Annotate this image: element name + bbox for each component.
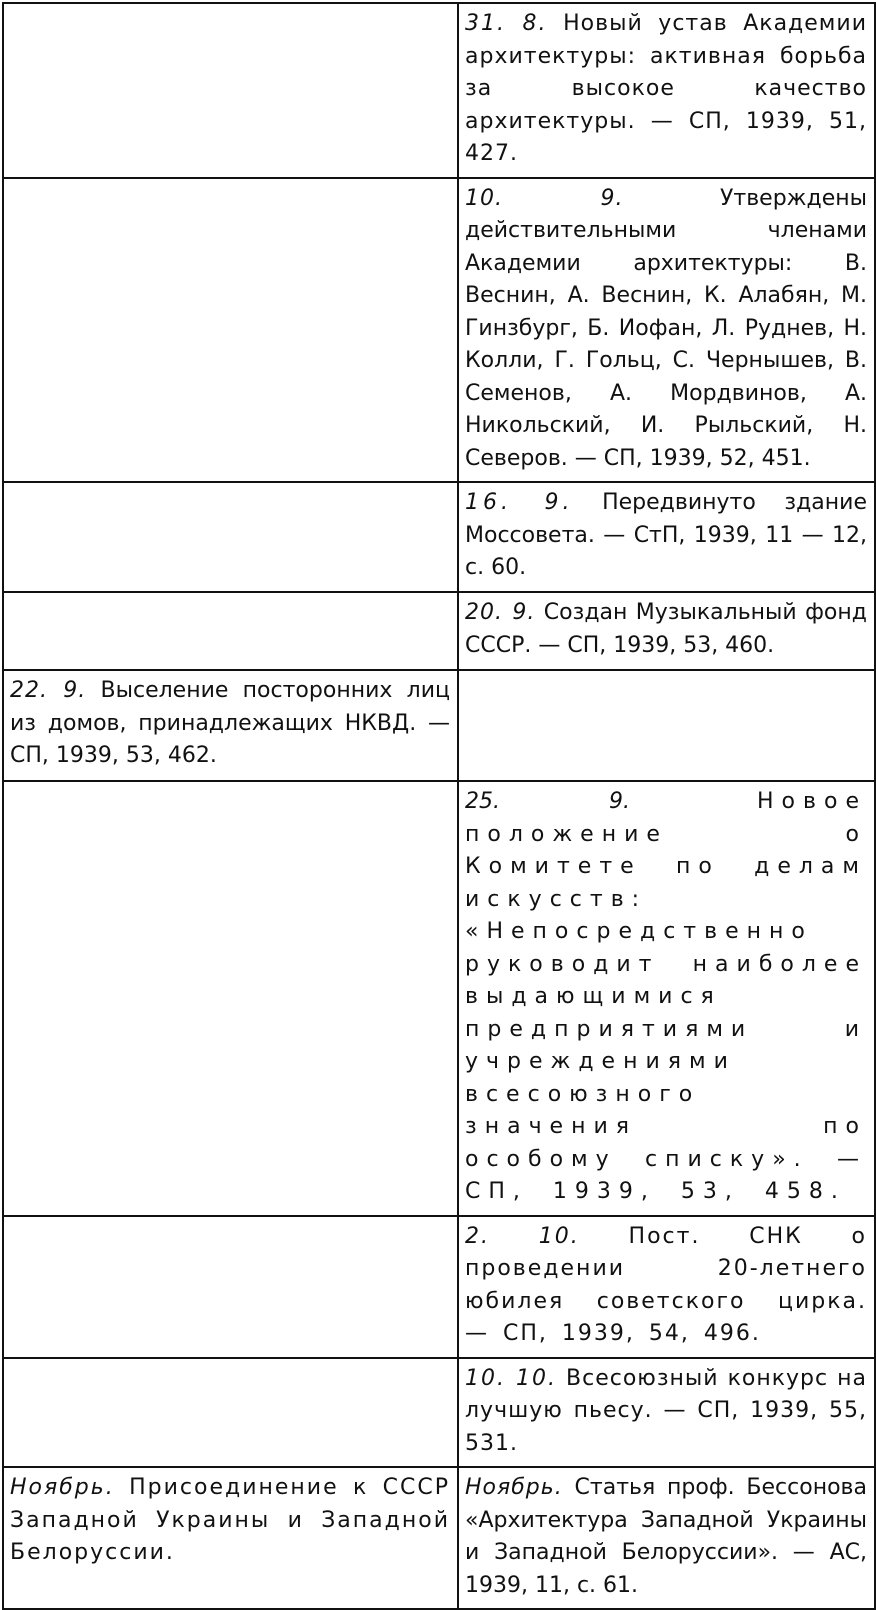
left-cell-empty: [3, 3, 458, 178]
right-cell-empty: [458, 670, 875, 781]
entry-text: Передвинуто здание Моссовета. — СтП, 1939, 11 — 12, с. 60.: [465, 490, 867, 580]
entry-date: 16. 9.: [465, 490, 574, 515]
entry-text: Пост. СНК о проведении 20-летнего юбилея советского цирка. — СП, 1939, 54, 496.: [465, 1223, 867, 1346]
table-row: [3, 1467, 875, 1609]
left-cell-empty: [3, 781, 458, 1216]
right-cell: [458, 482, 875, 592]
table-row: [3, 1358, 875, 1468]
entry-date: 2. 10.: [465, 1223, 580, 1249]
table-row: [3, 781, 875, 1216]
left-cell-empty: [3, 178, 458, 483]
right-cell: [458, 781, 875, 1216]
chronology-table: [2, 2, 876, 1610]
right-cell: [458, 1467, 875, 1609]
entry-text: Создан Музыкальный фонд СССР. — СП, 1939, 53, 460.: [465, 600, 867, 658]
left-cell-empty: [3, 1358, 458, 1468]
entry-text: Всесоюзный конкурс на лучшую пьесу. — СП, 1939, 55, 531.: [465, 1365, 867, 1456]
left-cell-empty: [3, 592, 458, 670]
table-row: [3, 1216, 875, 1358]
entry-text: Новое положение о Комитете по делам искусств: «Непосредственно руководит наиболее выдающимися предприятиями и учреждениями всесоюзного значения по особому списку». — СП, 1939, 53, 458.: [465, 789, 867, 1204]
entry-date: Ноябрь.: [10, 1475, 115, 1500]
left-cell-empty: [3, 482, 458, 592]
table-row: [3, 3, 875, 178]
entry-date: 22. 9.: [10, 678, 87, 703]
entry-date: 10. 10.: [465, 1365, 557, 1391]
right-cell: [458, 1216, 875, 1358]
left-cell: [3, 1467, 458, 1609]
table-row: [3, 482, 875, 592]
right-cell: [458, 178, 875, 483]
entry-text: Новый устав Академии архитектуры: активная борьба за высокое качество архитектуры. — СП, 1939, 51, 427.: [465, 11, 867, 166]
table-row: [3, 178, 875, 483]
entry-date: 10. 9.: [465, 185, 624, 211]
entry-text: Статья проф. Бессонова «Архитектура Западной Украины и Западной Белоруссии». — АС, 1939, 11, с. 61.: [465, 1475, 867, 1598]
entry-date: Ноябрь.: [465, 1475, 563, 1500]
table-row: [3, 670, 875, 781]
right-cell: [458, 1358, 875, 1468]
left-cell-empty: [3, 1216, 458, 1358]
entry-text: Присоединение к СССР Западной Украины и Западной Белоруссии.: [10, 1475, 450, 1565]
entry-date: 31. 8.: [465, 11, 548, 36]
right-cell: [458, 592, 875, 670]
entry-date: 25. 9.: [465, 789, 630, 814]
entry-text: Утверждены действительными членами Академии архитектуры: В. Веснин, А. Веснин, К. Алабян, М. Гинзбург, Б. Иофан, Л. Руднев, Н. Колли, Г. Гольц, С. Чернышев, В. Семенов, А. Мордвинов, А. Никольский, И. Рыльский, Н. Северов. — СП, 1939, 52, 451.: [465, 185, 867, 471]
entry-text: Выселение посторонних лиц из домов, принадлежащих НКВД. — СП, 1939, 53, 462.: [10, 678, 450, 768]
table-row: [3, 592, 875, 670]
left-cell: [3, 670, 458, 781]
right-cell: [458, 3, 875, 178]
entry-date: 20. 9.: [465, 600, 536, 625]
